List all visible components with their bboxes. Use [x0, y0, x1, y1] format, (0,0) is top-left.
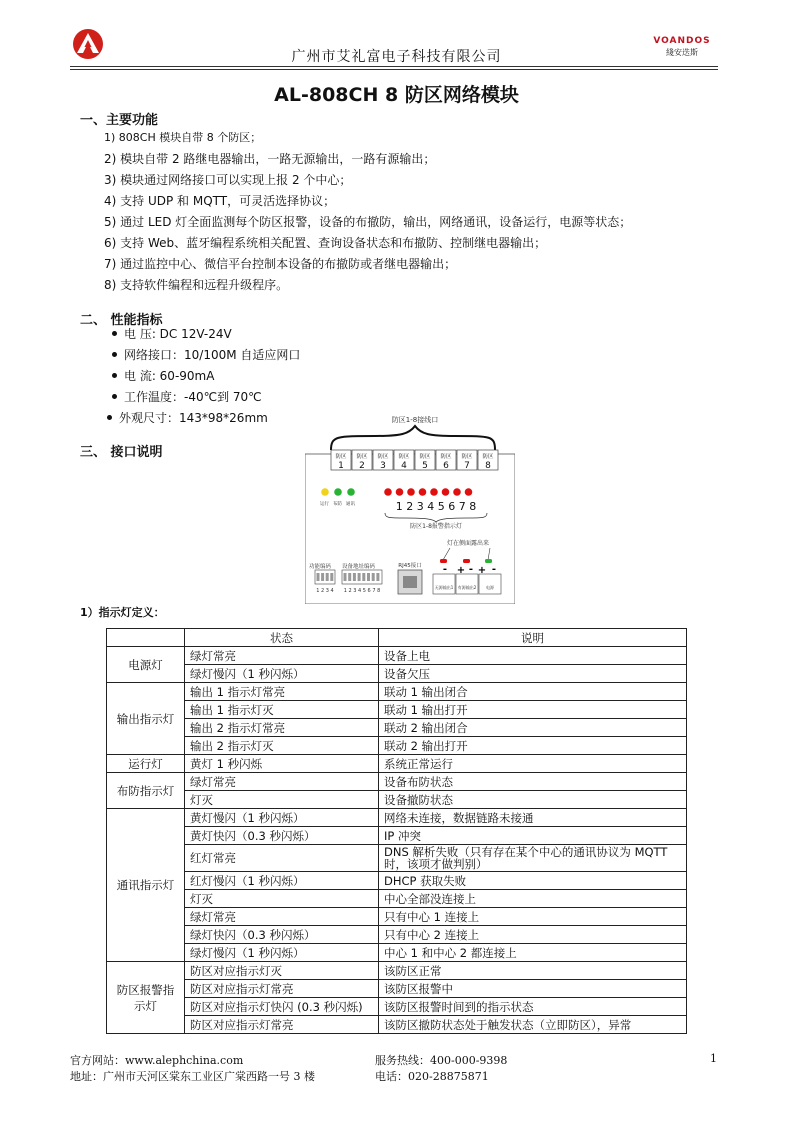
zone-word: 防区: [377, 454, 389, 460]
status-label: 运行: [320, 502, 329, 507]
led-description: 联动 2 输出闭合: [379, 719, 687, 737]
led-description: 网络未连接，数据链路未接通: [379, 809, 687, 827]
table-row: [107, 665, 687, 683]
dip-key: [326, 573, 329, 581]
status-led: [321, 488, 329, 496]
led-description: 设备欠压: [379, 665, 687, 683]
dip-key: [317, 573, 320, 581]
addr-digits: 1 2 3 4 5 6 7 8: [343, 588, 381, 594]
zone-number: 7: [464, 461, 470, 471]
alarm-led: [419, 488, 427, 496]
zone-number: 1: [338, 461, 344, 471]
led-state: 红灯常亮: [185, 845, 379, 872]
spec-item: [112, 388, 262, 405]
zone-number: 5: [422, 461, 428, 471]
function-item: 1) 808CH 模块自带 8 个防区；: [104, 131, 262, 144]
func-digits: 1 2 3 4: [316, 588, 334, 594]
table-header-blank: [107, 629, 185, 647]
alarm-led: [465, 488, 473, 496]
dip-key: [330, 573, 333, 581]
led-state: 灯灭: [185, 890, 379, 908]
function-item: 7) 通过监控中心、微信平台控制本设备的布撤防或者继电器输出；: [104, 257, 457, 271]
led-description: 设备上电: [379, 647, 687, 665]
polarity-sign: -: [442, 564, 448, 575]
led-state: 防区对应指示灯快闪 (0.3 秒闪烁): [185, 998, 379, 1016]
zone-number: 6: [443, 461, 449, 471]
led-state: 绿灯快闪（0.3 秒闪烁）: [185, 926, 379, 944]
status-leds: [321, 488, 355, 496]
led-category: 运行灯: [107, 755, 185, 773]
led-state: 绿灯慢闪（1 秒闪烁）: [185, 665, 379, 683]
spec-item: [112, 325, 232, 342]
led-description: DHCP 获取失败: [379, 872, 687, 890]
bullet-icon: [112, 352, 117, 357]
led-state: 灯灭: [185, 791, 379, 809]
led-description: 系统正常运行: [379, 755, 687, 773]
led-description: 只有中心 1 连接上: [379, 908, 687, 926]
table-row: [107, 791, 687, 809]
brand-en: VOANDOS: [653, 36, 711, 46]
footer-address: 地址：广州市天河区棠东工业区广棠西路一号 3 楼: [70, 1070, 315, 1083]
table-row: [107, 962, 687, 980]
dip-key: [362, 573, 365, 581]
led-state: 绿灯常亮: [185, 647, 379, 665]
terminal-label: 无源输出1: [434, 585, 454, 590]
zone-number: 3: [380, 461, 386, 471]
diagram-top-label: 防区1-8接线口: [391, 416, 439, 424]
table-row: [107, 701, 687, 719]
alarm-led: [396, 488, 404, 496]
polarity-sign: -: [468, 564, 474, 575]
led-category: 通讯指示灯: [107, 809, 185, 962]
function-item: 5) 通过 LED 灯全面监测每个防区报警，设备的布撤防，输出，网络通讯，设备运行，电源等状态；: [104, 215, 632, 229]
output-led-red: [463, 559, 470, 563]
side-light-label: 灯在侧面露出来: [446, 540, 490, 547]
polarity-sign: +: [477, 565, 487, 576]
led-description: 设备布防状态: [379, 773, 687, 791]
status-led: [347, 488, 355, 496]
alarm-led: [453, 488, 461, 496]
header-rule-2: [70, 69, 718, 70]
section-heading-main-functions: 一、主要功能: [80, 113, 159, 128]
led-state: 防区对应指示灯灭: [185, 962, 379, 980]
table-row: [107, 647, 687, 665]
led-state: 黄灯快闪（0.3 秒闪烁）: [185, 827, 379, 845]
section-heading-specs: 二、 性能指标: [80, 313, 163, 328]
power-led-green: [485, 559, 492, 563]
spec-text: 外观尺寸：143*98*26mm: [119, 411, 268, 425]
dip-key: [348, 573, 351, 581]
rj45-label: RJ45接口: [398, 563, 422, 569]
func-code-label: 功能编码: [309, 564, 332, 570]
led-category: 防区报警指示灯: [107, 962, 185, 1034]
zone-number: 4: [401, 461, 407, 471]
table-row: [107, 719, 687, 737]
zone-word: 防区: [419, 454, 431, 460]
led-state: 黄灯慢闪（1 秒闪烁）: [185, 809, 379, 827]
brand-cn: 綫安迭斯: [666, 48, 698, 57]
zone-word: 防区: [440, 454, 452, 460]
footer-website: 官方网站：www.alephchina.com: [70, 1054, 244, 1067]
document-title: AL-808CH 8 防区网络模块: [274, 84, 519, 106]
spec-item: [107, 409, 268, 426]
spec-text: 工作温度：-40℃到 70℃: [124, 390, 262, 404]
led-state: 输出 1 指示灯常亮: [185, 683, 379, 701]
table-row: [107, 998, 687, 1016]
led-description: DNS 解析失败（只有存在某个中心的通讯协议为 MQTT 时，该项才做判别）: [379, 845, 687, 872]
brand-logo: [646, 36, 718, 58]
table-row: [107, 809, 687, 827]
polarity-sign: +: [456, 565, 466, 576]
zone-word: 防区: [461, 454, 473, 460]
brace-icon: [331, 426, 495, 450]
table-header: 说明: [379, 629, 687, 647]
addr-dip-switch: [342, 570, 382, 584]
dip-key: [344, 573, 347, 581]
zone-word: 防区: [398, 454, 410, 460]
alarm-led: [442, 488, 450, 496]
led-description: 该防区报警中: [379, 980, 687, 998]
zone-word: 防区: [482, 454, 494, 460]
led-description: 联动 1 输出打开: [379, 701, 687, 719]
dip-key: [358, 573, 361, 581]
bullet-icon: [112, 394, 117, 399]
alarm-led: [407, 488, 415, 496]
table-header: 状态: [185, 629, 379, 647]
footer-hotline: 服务热线：400-000-9398: [375, 1054, 508, 1067]
led-state: 防区对应指示灯常亮: [185, 980, 379, 998]
status-labels: [320, 500, 355, 507]
spec-item: [112, 367, 214, 384]
function-item: 8) 支持软件编程和远程升级程序。: [104, 278, 289, 292]
dip-key: [321, 573, 324, 581]
led-state: 绿灯常亮: [185, 773, 379, 791]
led-definition-table: [106, 628, 687, 1034]
table-row: [107, 926, 687, 944]
led-category: 布防指示灯: [107, 773, 185, 809]
spec-text: 电 流: 60-90mA: [124, 369, 215, 383]
interface-diagram: [305, 412, 515, 604]
dip-key: [367, 573, 370, 581]
bullet-icon: [112, 373, 117, 378]
function-item: 2) 模块自带 2 路继电器输出，一路无源输出，一路有源输出；: [104, 152, 436, 166]
alarm-led: [430, 488, 438, 496]
subsection-led-definitions: 1）指示灯定义：: [80, 606, 165, 619]
led-state: 红灯慢闪（1 秒闪烁）: [185, 872, 379, 890]
table-row: [107, 683, 687, 701]
led-category: 电源灯: [107, 647, 185, 683]
table-header-row: [107, 629, 687, 647]
table-row: [107, 755, 687, 773]
header-rule: [70, 66, 718, 67]
table-row: [107, 980, 687, 998]
led-state: 绿灯慢闪（1 秒闪烁）: [185, 944, 379, 962]
alarm-led: [384, 488, 392, 496]
table-body: [107, 647, 687, 1034]
led-description: 只有中心 2 连接上: [379, 926, 687, 944]
alarm-led-numbers: 1 2 3 4 5 6 7 8: [395, 500, 477, 513]
led-description: 该防区撤防状态处于触发状态（立即防区），异常: [379, 1016, 687, 1034]
led-description: 设备撤防状态: [379, 791, 687, 809]
table-row: [107, 1016, 687, 1034]
zone-word: 防区: [335, 454, 347, 460]
output-led-red: [440, 559, 447, 563]
led-state: 绿灯常亮: [185, 908, 379, 926]
table-row: [107, 773, 687, 791]
bullet-icon: [112, 331, 117, 336]
footer-phone: 电话：020-28875871: [375, 1070, 489, 1083]
dip-key: [376, 573, 379, 581]
table-row: [107, 908, 687, 926]
terminal-block: [456, 574, 478, 594]
status-label: 布防: [333, 502, 342, 507]
table-row: [107, 845, 687, 872]
polarity-sign: -: [491, 564, 497, 575]
function-item: 3) 模块通过网络接口可以实现上报 2 个中心；: [104, 173, 352, 187]
led-state: 输出 2 指示灯灭: [185, 737, 379, 755]
section-heading-interface: 三、 接口说明: [80, 445, 163, 460]
led-description: IP 冲突: [379, 827, 687, 845]
table-row: [107, 872, 687, 890]
dip-key: [353, 573, 356, 581]
led-description: 联动 2 输出打开: [379, 737, 687, 755]
dip-key: [372, 573, 375, 581]
status-label: 通讯: [346, 502, 355, 507]
spec-text: 网络接口：10/100M 自适应网口: [124, 348, 301, 362]
terminal-label: 电源: [486, 585, 494, 590]
table-row: [107, 890, 687, 908]
zone-number: 8: [485, 461, 491, 471]
terminal-block: [479, 574, 501, 594]
led-state: 输出 1 指示灯灭: [185, 701, 379, 719]
led-description: 中心全部没连接上: [379, 890, 687, 908]
rj45-socket-icon: [403, 576, 417, 588]
led-description: 该防区报警时间到的指示状态: [379, 998, 687, 1016]
table-row: [107, 737, 687, 755]
alarm-label: 防区1-8报警指示灯: [410, 523, 462, 530]
bullet-icon: [107, 415, 112, 420]
function-item: 6) 支持 Web、蓝牙编程系统相关配置、查询设备状态和布撤防、控制继电器输出；: [104, 236, 547, 250]
terminal-label: 有源输出2: [457, 585, 477, 590]
led-state: 黄灯 1 秒闪烁: [185, 755, 379, 773]
zone-number: 2: [359, 461, 365, 471]
company-name: 广州市艾礼富电子科技有限公司: [291, 49, 502, 65]
led-description: 该防区正常: [379, 962, 687, 980]
spec-item: [112, 346, 300, 363]
spec-text: 电 压: DC 12V-24V: [124, 327, 232, 341]
led-description: 联动 1 输出闭合: [379, 683, 687, 701]
terminal-block: [433, 574, 455, 594]
function-item: 4) 支持 UDP 和 MQTT，可灵活选择协议；: [104, 194, 336, 208]
table-row: [107, 944, 687, 962]
addr-code-label: 设备地址编码: [342, 564, 376, 570]
led-state: 防区对应指示灯常亮: [185, 1016, 379, 1034]
zone-word: 防区: [356, 454, 368, 460]
table-row: [107, 827, 687, 845]
led-state: 输出 2 指示灯常亮: [185, 719, 379, 737]
status-led: [334, 488, 342, 496]
led-description: 中心 1 和中心 2 都连接上: [379, 944, 687, 962]
page-number: 1: [710, 1052, 717, 1065]
led-category: 输出指示灯: [107, 683, 185, 755]
